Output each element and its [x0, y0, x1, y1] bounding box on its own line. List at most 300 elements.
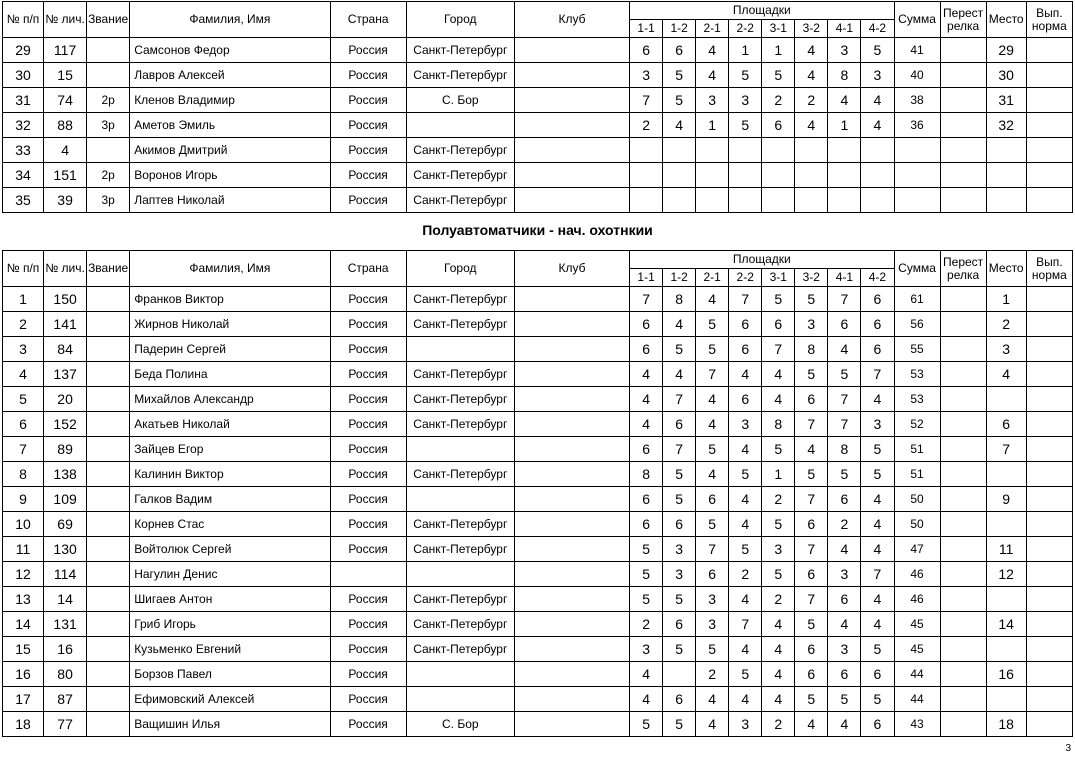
- country-cell: Россия: [330, 512, 406, 537]
- site-3-1-cell: 1: [762, 462, 795, 487]
- site-3-2-cell: 4: [795, 113, 828, 138]
- site-4-2-cell: [861, 163, 894, 188]
- sum-cell: 52: [894, 412, 940, 437]
- site-2-2-cell: 3: [729, 712, 762, 737]
- name-cell: Падерин Сергей: [130, 337, 330, 362]
- lic-cell: 20: [44, 387, 87, 412]
- site-2-2-cell: 7: [729, 612, 762, 637]
- site-1-2-cell: 6: [663, 612, 696, 637]
- norm-cell: [1026, 38, 1072, 63]
- num-cell: 6: [3, 412, 44, 437]
- norm-cell: [1026, 412, 1072, 437]
- site-1-2-cell: 5: [663, 487, 696, 512]
- city-cell: Санкт-Петербург: [406, 188, 514, 213]
- city-cell: Санкт-Петербург: [406, 462, 514, 487]
- rank-cell: [87, 637, 130, 662]
- site-3-2-cell: 4: [795, 712, 828, 737]
- num-cell: 5: [3, 387, 44, 412]
- site-2-2-cell: 5: [729, 113, 762, 138]
- site-3-2-cell: 7: [795, 537, 828, 562]
- site-2-2-cell: [729, 188, 762, 213]
- country-cell: Россия: [330, 63, 406, 88]
- city-cell: [406, 437, 514, 462]
- site-col-header: 4-2: [861, 269, 894, 287]
- reshoot-cell: [940, 188, 986, 213]
- place-cell: 7: [986, 437, 1026, 462]
- page-number: 3: [1065, 743, 1071, 754]
- site-2-2-cell: [729, 138, 762, 163]
- site-1-2-cell: 7: [663, 437, 696, 462]
- site-2-1-cell: [696, 188, 729, 213]
- name-cell: Акатьев Николай: [130, 412, 330, 437]
- table-row: [3, 38, 1073, 63]
- lic-cell: 69: [44, 512, 87, 537]
- name-cell: Михайлов Александр: [130, 387, 330, 412]
- site-4-2-cell: 4: [861, 113, 894, 138]
- site-1-1-cell: 3: [630, 637, 663, 662]
- site-3-1-cell: 4: [762, 662, 795, 687]
- site-3-1-cell: 8: [762, 412, 795, 437]
- sum-cell: 46: [894, 562, 940, 587]
- site-3-2-cell: 6: [795, 662, 828, 687]
- name-cell: Войтолюк Сергей: [130, 537, 330, 562]
- sum-cell: 44: [894, 662, 940, 687]
- site-col-header: 2-1: [696, 269, 729, 287]
- site-4-1-cell: 7: [828, 412, 861, 437]
- lic-cell: 137: [44, 362, 87, 387]
- site-1-1-cell: 4: [630, 687, 663, 712]
- site-1-2-cell: 7: [663, 387, 696, 412]
- name-cell: Лаптев Николай: [130, 188, 330, 213]
- site-3-1-cell: 5: [762, 63, 795, 88]
- site-4-1-cell: 4: [828, 337, 861, 362]
- site-2-1-cell: 7: [696, 362, 729, 387]
- site-2-1-cell: 4: [696, 712, 729, 737]
- site-2-2-cell: 4: [729, 687, 762, 712]
- club-cell: [514, 63, 629, 88]
- reshoot-cell: [940, 562, 986, 587]
- site-1-2-cell: 5: [663, 712, 696, 737]
- city-cell: Санкт-Петербург: [406, 512, 514, 537]
- table-row: [3, 362, 1073, 387]
- lic-cell: 87: [44, 687, 87, 712]
- num-cell: 35: [3, 188, 44, 213]
- name-cell: Аметов Эмиль: [130, 113, 330, 138]
- norm-header: Вып. норма: [1026, 2, 1072, 38]
- site-2-1-cell: 6: [696, 562, 729, 587]
- sites-header: Площадки: [630, 2, 894, 20]
- table-row: [3, 462, 1073, 487]
- lic-cell: 109: [44, 487, 87, 512]
- club-cell: [514, 662, 629, 687]
- name-cell: Кузьменко Евгений: [130, 637, 330, 662]
- norm-cell: [1026, 637, 1072, 662]
- site-2-1-cell: 4: [696, 63, 729, 88]
- site-2-1-cell: 5: [696, 337, 729, 362]
- lic-cell: 84: [44, 337, 87, 362]
- site-4-2-cell: 4: [861, 88, 894, 113]
- lic-cell: 16: [44, 637, 87, 662]
- sum-cell: 43: [894, 712, 940, 737]
- rank-cell: [87, 537, 130, 562]
- reshoot-cell: [940, 362, 986, 387]
- club-cell: [514, 512, 629, 537]
- site-1-2-cell: 6: [663, 687, 696, 712]
- name-cell: Корнев Стас: [130, 512, 330, 537]
- site-4-1-cell: 6: [828, 312, 861, 337]
- num-cell: 18: [3, 712, 44, 737]
- place-cell: [986, 462, 1026, 487]
- club-cell: [514, 537, 629, 562]
- site-1-2-cell: 5: [663, 462, 696, 487]
- table-row: [3, 612, 1073, 637]
- site-3-2-cell: 5: [795, 687, 828, 712]
- table-row: [3, 387, 1073, 412]
- site-1-2-cell: [663, 188, 696, 213]
- site-4-2-cell: 4: [861, 612, 894, 637]
- site-3-2-cell: 7: [795, 487, 828, 512]
- lic-cell: 141: [44, 312, 87, 337]
- lic-cell: 152: [44, 412, 87, 437]
- table-row: [3, 587, 1073, 612]
- site-2-1-cell: 7: [696, 537, 729, 562]
- table-row: [3, 88, 1073, 113]
- site-1-2-cell: 5: [663, 63, 696, 88]
- reshoot-cell: [940, 662, 986, 687]
- site-4-1-cell: 8: [828, 437, 861, 462]
- lic-header: № лич.: [44, 251, 87, 287]
- city-cell: Санкт-Петербург: [406, 312, 514, 337]
- city-cell: Санкт-Петербург: [406, 537, 514, 562]
- sum-header: Сумма: [894, 251, 940, 287]
- site-3-1-cell: 4: [762, 362, 795, 387]
- site-3-1-cell: 5: [762, 562, 795, 587]
- table-row: [3, 63, 1073, 88]
- site-2-2-cell: 7: [729, 287, 762, 312]
- num-cell: 30: [3, 63, 44, 88]
- site-4-2-cell: 5: [861, 687, 894, 712]
- table-row: [3, 113, 1073, 138]
- site-1-1-cell: 7: [630, 88, 663, 113]
- site-3-2-cell: [795, 138, 828, 163]
- site-2-2-cell: 5: [729, 462, 762, 487]
- reshoot-cell: [940, 612, 986, 637]
- place-cell: 6: [986, 412, 1026, 437]
- site-4-2-cell: 6: [861, 312, 894, 337]
- norm-cell: [1026, 337, 1072, 362]
- norm-header: Вып. норма: [1026, 251, 1072, 287]
- site-2-1-cell: [696, 163, 729, 188]
- norm-cell: [1026, 587, 1072, 612]
- lic-cell: 151: [44, 163, 87, 188]
- lic-cell: 39: [44, 188, 87, 213]
- site-3-2-cell: 8: [795, 337, 828, 362]
- club-cell: [514, 437, 629, 462]
- site-4-1-cell: 4: [828, 712, 861, 737]
- place-cell: 14: [986, 612, 1026, 637]
- norm-cell: [1026, 662, 1072, 687]
- reshoot-cell: [940, 587, 986, 612]
- sum-cell: [894, 188, 940, 213]
- site-4-2-cell: 7: [861, 562, 894, 587]
- place-cell: [986, 138, 1026, 163]
- site-3-1-cell: 4: [762, 387, 795, 412]
- rank-cell: 3р: [87, 188, 130, 213]
- site-1-1-cell: 8: [630, 462, 663, 487]
- site-4-1-cell: 6: [828, 487, 861, 512]
- country-cell: Россия: [330, 312, 406, 337]
- site-1-2-cell: 6: [663, 512, 696, 537]
- site-3-1-cell: 6: [762, 312, 795, 337]
- num-cell: 31: [3, 88, 44, 113]
- num-cell: 15: [3, 637, 44, 662]
- rank-cell: [87, 437, 130, 462]
- name-cell: Воронов Игорь: [130, 163, 330, 188]
- norm-cell: [1026, 362, 1072, 387]
- country-cell: Россия: [330, 612, 406, 637]
- norm-cell: [1026, 487, 1072, 512]
- site-2-2-cell: 5: [729, 662, 762, 687]
- site-4-1-cell: [828, 188, 861, 213]
- site-4-2-cell: [861, 188, 894, 213]
- site-2-1-cell: 4: [696, 287, 729, 312]
- site-3-1-cell: 5: [762, 512, 795, 537]
- name-cell: Акимов Дмитрий: [130, 138, 330, 163]
- site-4-2-cell: 7: [861, 362, 894, 387]
- site-2-1-cell: 5: [696, 512, 729, 537]
- place-cell: [986, 587, 1026, 612]
- num-cell: 9: [3, 487, 44, 512]
- country-cell: Россия: [330, 712, 406, 737]
- num-cell: 17: [3, 687, 44, 712]
- city-cell: [406, 687, 514, 712]
- site-1-1-cell: 2: [630, 113, 663, 138]
- club-cell: [514, 337, 629, 362]
- rank-cell: [87, 612, 130, 637]
- reshoot-cell: [940, 113, 986, 138]
- reshoot-header: Перест релка: [940, 251, 986, 287]
- site-2-1-cell: 5: [696, 637, 729, 662]
- reshoot-cell: [940, 412, 986, 437]
- site-2-2-cell: 4: [729, 437, 762, 462]
- country-header: Страна: [330, 251, 406, 287]
- country-cell: Россия: [330, 188, 406, 213]
- site-4-2-cell: 6: [861, 337, 894, 362]
- table-row: [3, 287, 1073, 312]
- site-4-2-cell: 5: [861, 462, 894, 487]
- site-1-1-cell: [630, 138, 663, 163]
- city-cell: [406, 487, 514, 512]
- reshoot-cell: [940, 88, 986, 113]
- site-col-header: 2-2: [729, 269, 762, 287]
- club-header: Клуб: [514, 251, 629, 287]
- reshoot-cell: [940, 163, 986, 188]
- results-table-2: [2, 250, 1073, 737]
- place-cell: 18: [986, 712, 1026, 737]
- place-cell: 2: [986, 312, 1026, 337]
- country-cell: Россия: [330, 88, 406, 113]
- site-2-1-cell: 6: [696, 487, 729, 512]
- site-2-2-cell: 1: [729, 38, 762, 63]
- site-3-1-cell: [762, 188, 795, 213]
- num-cell: 32: [3, 113, 44, 138]
- lic-cell: 77: [44, 712, 87, 737]
- site-2-1-cell: 3: [696, 612, 729, 637]
- city-header: Город: [406, 2, 514, 38]
- place-cell: [986, 637, 1026, 662]
- site-2-1-cell: 1: [696, 113, 729, 138]
- country-cell: Россия: [330, 637, 406, 662]
- site-4-2-cell: 4: [861, 487, 894, 512]
- place-cell: 31: [986, 88, 1026, 113]
- num-cell: 4: [3, 362, 44, 387]
- site-3-1-cell: 4: [762, 612, 795, 637]
- site-1-2-cell: [663, 662, 696, 687]
- site-2-2-cell: 6: [729, 337, 762, 362]
- rank-cell: [87, 562, 130, 587]
- name-cell: Кленов Владимир: [130, 88, 330, 113]
- site-2-1-cell: [696, 138, 729, 163]
- site-1-1-cell: [630, 188, 663, 213]
- site-1-1-cell: 5: [630, 712, 663, 737]
- place-cell: 16: [986, 662, 1026, 687]
- site-4-1-cell: 5: [828, 462, 861, 487]
- site-3-2-cell: 5: [795, 287, 828, 312]
- site-1-2-cell: 5: [663, 637, 696, 662]
- norm-cell: [1026, 462, 1072, 487]
- sum-cell: 53: [894, 387, 940, 412]
- sum-cell: 51: [894, 437, 940, 462]
- rank-header: Звание: [87, 251, 130, 287]
- site-1-2-cell: 6: [663, 38, 696, 63]
- name-cell: Нагулин Денис: [130, 562, 330, 587]
- site-2-1-cell: 3: [696, 587, 729, 612]
- site-3-1-cell: 2: [762, 587, 795, 612]
- rank-cell: [87, 412, 130, 437]
- site-3-1-cell: 7: [762, 337, 795, 362]
- name-cell: Зайцев Егор: [130, 437, 330, 462]
- country-cell: Россия: [330, 362, 406, 387]
- club-cell: [514, 412, 629, 437]
- lic-cell: 74: [44, 88, 87, 113]
- name-cell: Самсонов Федор: [130, 38, 330, 63]
- table-row: [3, 437, 1073, 462]
- place-cell: 30: [986, 63, 1026, 88]
- site-4-1-cell: 3: [828, 38, 861, 63]
- site-3-2-cell: 4: [795, 437, 828, 462]
- site-3-1-cell: [762, 163, 795, 188]
- place-cell: 3: [986, 337, 1026, 362]
- lic-cell: 80: [44, 662, 87, 687]
- rank-cell: [87, 362, 130, 387]
- city-cell: [406, 662, 514, 687]
- num-cell: 13: [3, 587, 44, 612]
- reshoot-cell: [940, 287, 986, 312]
- site-3-2-cell: [795, 163, 828, 188]
- name-cell: Гриб Игорь: [130, 612, 330, 637]
- num-cell: 29: [3, 38, 44, 63]
- site-1-1-cell: 3: [630, 63, 663, 88]
- site-4-1-cell: 8: [828, 63, 861, 88]
- site-2-1-cell: 2: [696, 662, 729, 687]
- name-header: Фамилия, Имя: [130, 2, 330, 38]
- lic-cell: 150: [44, 287, 87, 312]
- site-3-1-cell: 2: [762, 712, 795, 737]
- place-cell: 32: [986, 113, 1026, 138]
- num-cell: 1: [3, 287, 44, 312]
- site-3-1-cell: 6: [762, 113, 795, 138]
- club-cell: [514, 587, 629, 612]
- country-cell: Россия: [330, 138, 406, 163]
- city-cell: Санкт-Петербург: [406, 63, 514, 88]
- site-3-1-cell: 3: [762, 537, 795, 562]
- site-3-1-cell: 4: [762, 637, 795, 662]
- rank-cell: [87, 487, 130, 512]
- site-2-2-cell: 3: [729, 412, 762, 437]
- norm-cell: [1026, 562, 1072, 587]
- place-header: Место: [986, 251, 1026, 287]
- site-1-1-cell: 5: [630, 562, 663, 587]
- site-4-2-cell: 6: [861, 287, 894, 312]
- site-col-header: 1-1: [630, 269, 663, 287]
- site-2-2-cell: 4: [729, 487, 762, 512]
- site-3-2-cell: 6: [795, 637, 828, 662]
- lic-cell: 88: [44, 113, 87, 138]
- norm-cell: [1026, 512, 1072, 537]
- reshoot-cell: [940, 63, 986, 88]
- site-3-2-cell: 6: [795, 512, 828, 537]
- city-cell: Санкт-Петербург: [406, 412, 514, 437]
- site-3-2-cell: 6: [795, 387, 828, 412]
- table-row: [3, 138, 1073, 163]
- rank-cell: [87, 287, 130, 312]
- sum-cell: 61: [894, 287, 940, 312]
- table-row: [3, 163, 1073, 188]
- results-table-1: [2, 1, 1073, 213]
- country-cell: Россия: [330, 287, 406, 312]
- rank-cell: [87, 38, 130, 63]
- sum-cell: 55: [894, 337, 940, 362]
- city-header: Город: [406, 251, 514, 287]
- reshoot-cell: [940, 687, 986, 712]
- sum-cell: 47: [894, 537, 940, 562]
- num-header: № п/п: [3, 251, 44, 287]
- site-3-2-cell: 7: [795, 587, 828, 612]
- reshoot-cell: [940, 537, 986, 562]
- city-cell: Санкт-Петербург: [406, 138, 514, 163]
- city-cell: С. Бор: [406, 712, 514, 737]
- country-cell: Россия: [330, 412, 406, 437]
- table-row: [3, 188, 1073, 213]
- country-cell: Россия: [330, 337, 406, 362]
- rank-cell: [87, 138, 130, 163]
- name-cell: Калинин Виктор: [130, 462, 330, 487]
- sum-cell: [894, 138, 940, 163]
- site-4-1-cell: 1: [828, 113, 861, 138]
- site-3-2-cell: 6: [795, 562, 828, 587]
- site-4-2-cell: [861, 138, 894, 163]
- place-cell: [986, 163, 1026, 188]
- rank-cell: 2р: [87, 88, 130, 113]
- place-cell: 9: [986, 487, 1026, 512]
- site-3-1-cell: 5: [762, 287, 795, 312]
- rank-cell: [87, 687, 130, 712]
- site-1-1-cell: 6: [630, 487, 663, 512]
- site-1-2-cell: 4: [663, 362, 696, 387]
- num-cell: 12: [3, 562, 44, 587]
- site-3-1-cell: 2: [762, 487, 795, 512]
- site-col-header: 3-1: [762, 269, 795, 287]
